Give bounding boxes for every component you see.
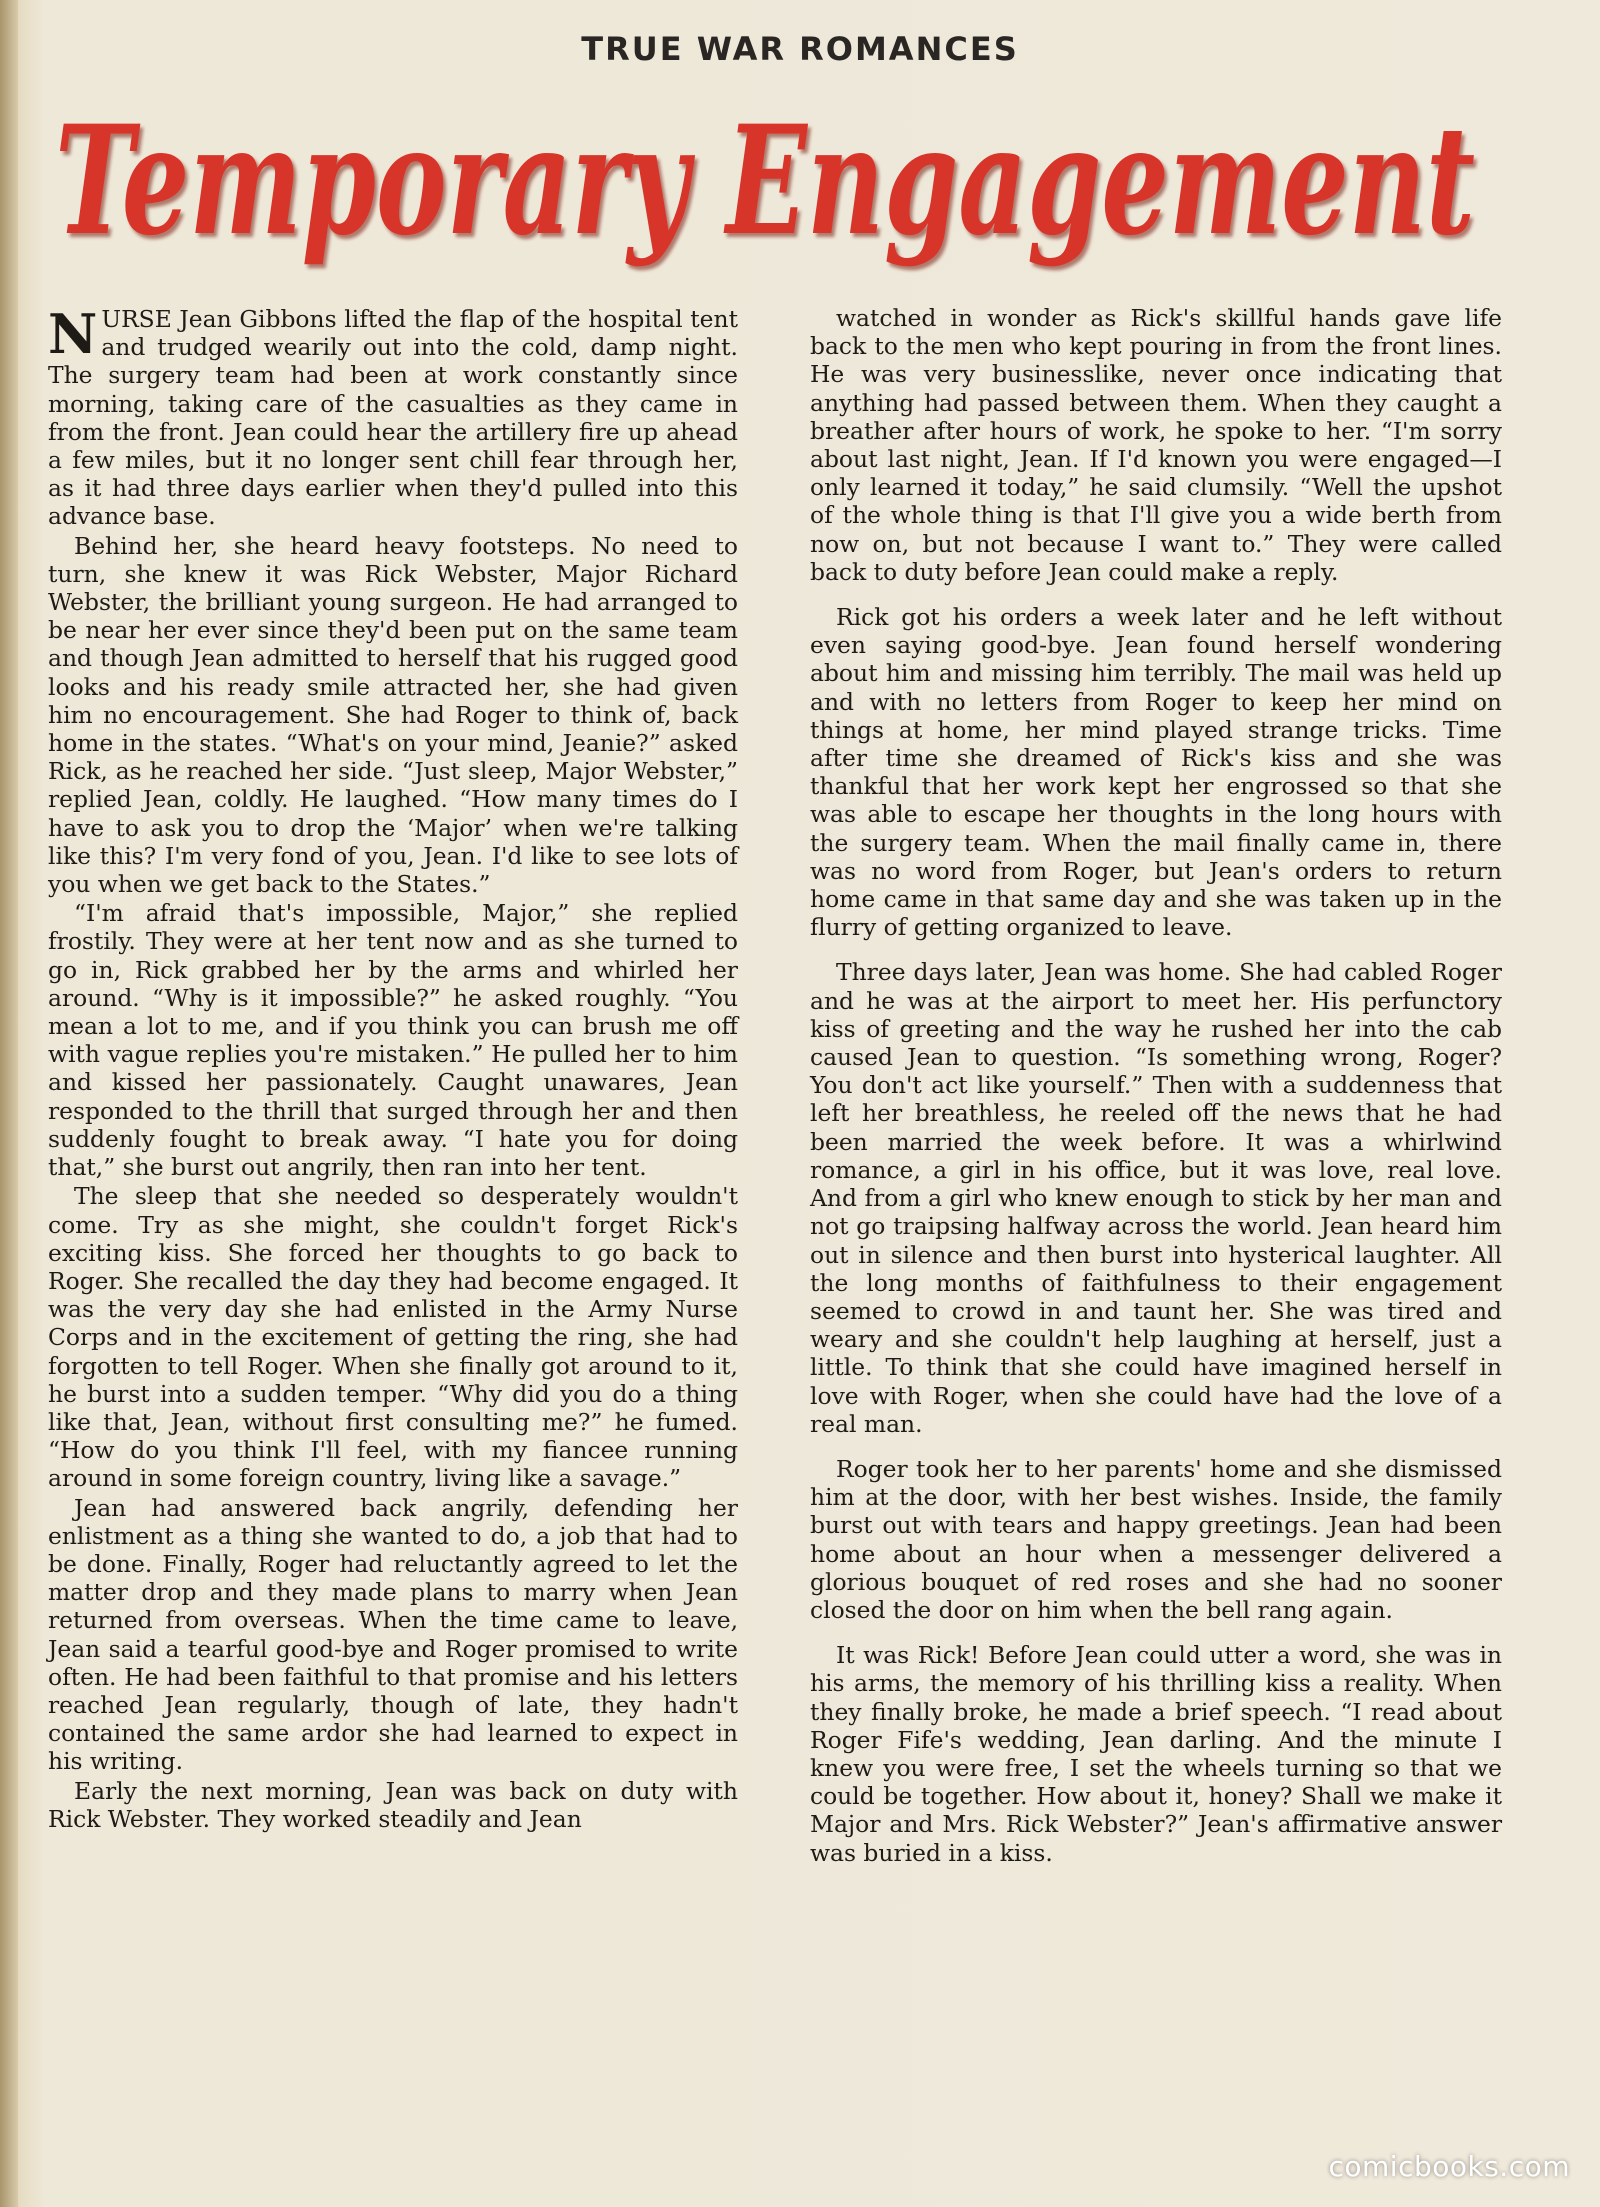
paragraph-text: URSE Jean Gibbons lifted the flap of the hospital tent and trudged wearily out into the cold, damp night. The surgery team had been at work constantly since morning, taking care of the casualties as they came in from the front. Jean could hear the artillery fire up ahead a few miles, but it no longer sent chill fear through her, as it had three days earlier when they'd pulled into this advance base. — [48, 305, 738, 531]
paragraph-text: It was Rick! Before Jean could utter a word, she was in his arms, the memory of his thrilling kiss a reality. When they finally broke, he made a brief speech. “I read about Roger Fife's wedding, Jean darling. And the minute I knew you were free, I set the wheels turning so that we could be together. How about it, honey? Shall we make it Major and Mrs. Rick Webster?” Jean's affirmative answer was buried in a kiss. — [810, 1641, 1502, 1867]
story-paragraph — [48, 1777, 738, 1833]
paragraph-text: Behind her, she heard heavy footsteps. No need to turn, she knew it was Rick Webster, Major Richard Webster, the brilliant young surgeon. He had arranged to be near her ever since they'd been put on the same team and though Jean admitted to herself that his rugged good looks and his ready smile attracted her, she had given him no encouragement. She had Roger to think of, back home in the states. “What's on your mind, Jeanie?” asked Rick, as he reached her side. “Just sleep, Major Webster,” replied Jean, coldly. He laughed. “How many times do I have to ask you to drop the ‘Major’ when we're talking like this? I'm very fond of you, Jean. I'd like to see lots of you when we get back to the States.” — [48, 531, 738, 899]
paragraph-text: Rick got his orders a week later and he left without even saying good-bye. Jean found herself wondering about him and missing him terribly. The mail was held up and with no letters from Roger to keep her mind on things at home, her mind played strange tricks. Time after time she dreamed of Rick's kiss and she was thankful that her work kept her engrossed so that she was able to escape her thoughts in the long hours with the surgery team. When the mail finally came in, there was no word from Roger, but Jean's orders to return home came in that same day and she was taken up in the flurry of getting organized to leave. — [810, 603, 1502, 942]
magazine-title: TRUE WAR ROMANCES — [581, 30, 1019, 68]
story-column-left — [48, 302, 738, 1833]
drop-cap: N — [48, 302, 98, 366]
page-spine-shadow — [0, 0, 18, 2207]
story-paragraph — [48, 532, 738, 899]
story-paragraph — [810, 958, 1502, 1437]
paragraph-text: watched in wonder as Rick's skillful hands gave life back to the men who kept pouring in from the front lines. He was very businesslike, never once indicating that anything had passed between them. When they caught a breather after hours of work, he spoke to her. “I'm sorry about last night, Jean. If I'd known you were engaged—I only learned it today,” he said clumsily. “Well the upshot of the whole thing is that I'll give you a wide berth from now on, but not because I want to.” They were called back to duty before Jean could make a reply. — [810, 304, 1502, 586]
paragraph-text: “I'm afraid that's impossible, Major,” she replied frostily. They were at her tent now and as she turned to go in, Rick grabbed her by the arms and whirled her around. “Why is it impossible?” he asked roughly. “You mean a lot to me, and if you think you can brush me off with vague replies you're mistaken.” He pulled her to him and kissed her passionately. Caught unawares, Jean responded to the thrill that surged through her and then suddenly fought to break away. “I hate you for doing that,” she burst out angrily, then ran into her tent. — [48, 899, 738, 1182]
story-paragraph — [48, 899, 738, 1181]
story-paragraph — [810, 1641, 1502, 1867]
paragraph-text: Roger took her to her parents' home and she dismissed him at the door, with her best wishes. Inside, the family burst out with tears and happy greetings. Jean had been home about an hour when a messenger delivered a glorious bouquet of red roses and she had no sooner closed the door on him when the bell rang again. — [810, 1454, 1502, 1624]
story-paragraph — [48, 302, 738, 531]
story-column-right — [810, 304, 1502, 1867]
story-title-wrapper — [40, 58, 1490, 288]
story-title-graphic — [40, 58, 1490, 288]
story-title: Temporary Engagement — [55, 93, 1475, 269]
paragraph-text: Three days later, Jean was home. She had cabled Roger and he was at the airport to meet her. His perfunctory kiss of greeting and the way he rushed her into the cab caused Jean to question. “Is something wrong, Roger? You don't act like yourself.” Then with a suddenness that left her breathless, he reeled off the news that he had been married the week before. It was a whirlwind romance, a girl in his office, but it was love, real love. And from a girl who knew enough to stick by her man and not go traipsing halfway across the world. Jean heard him out in silence and then burst into hysterical laughter. All the long months of faithfulness to their engagement seemed to crowd in and taunt her. She was tired and weary and she couldn't help laughing at herself, just a little. To think that she could have imagined herself in love with Roger, when she could have had the love of a real man. — [810, 958, 1502, 1438]
site-watermark: comicbooks.com — [1328, 2150, 1570, 2183]
story-paragraph — [810, 603, 1502, 941]
paragraph-text: Early the next morning, Jean was back on duty with Rick Webster. They worked steadily and Jean — [48, 1776, 738, 1833]
paragraph-text: Jean had answered back angrily, defending her enlistment as a thing she wanted to do, a job that had to be done. Finally, Roger had reluctantly agreed to let the matter drop and they made plans to marry when Jean returned from overseas. When the time came to leave, Jean said a tearful good-bye and Roger promised to write often. He had been faithful to that promise and his letters reached Jean regularly, though of late, they hadn't contained the same ardor she had learned to expect in his writing. — [48, 1493, 738, 1776]
story-paragraph — [810, 1455, 1502, 1624]
story-paragraph — [48, 1494, 738, 1776]
story-paragraph — [810, 304, 1502, 586]
story-paragraph — [48, 1182, 738, 1492]
paragraph-text: The sleep that she needed so desperately wouldn't come. Try as she might, she couldn't forget Rick's exciting kiss. She forced her thoughts to go back to Roger. She recalled the day they had become engaged. It was the very day she had enlisted in the Army Nurse Corps and in the excitement of getting the ring, she had forgotten to tell Roger. When she finally got around to it, he burst into a sudden temper. “Why did you do a thing like that, Jean, without first consulting me?” he fumed. “How do you think I'll feel, with my fiancee running around in some foreign country, living like a savage.” — [48, 1182, 738, 1493]
